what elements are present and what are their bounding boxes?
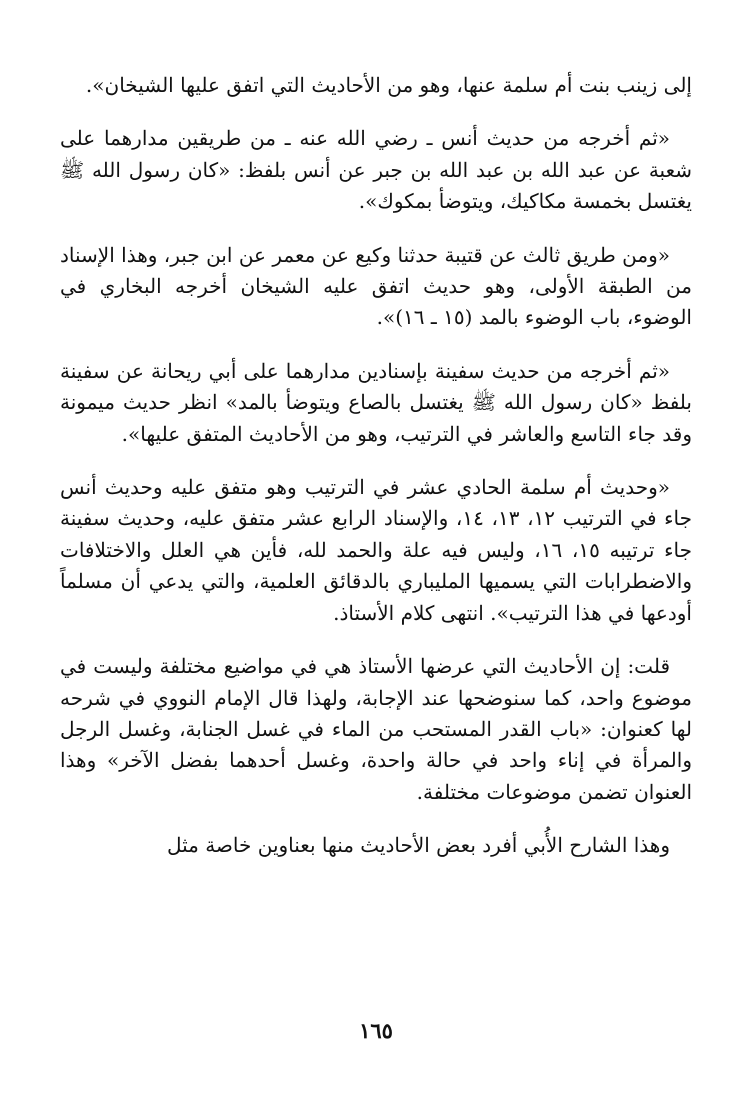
paragraph-7: وهذا الشارح الأُبي أفرد بعض الأحاديث منها بعناوين خاصة مثل [166,833,670,858]
paragraph-6: قلت: إن الأحاديث التي عرضها الأستاذ هي في مواضيع مختلفة وليست في موضوع واحد، كما سنوضحها عند الإجابة، ولهذا قال الإمام النووي في شرحه لها كعنوان: «باب القدر المستحب من الماء في غسل الجنابة، وغسل الرجل والمرأة في إناء واحد في حالة واحدة، وغسل أحدهما بفضل الآخر» وهذا العنوان تضمن موضوعات مختلفة. [60,654,692,804]
paragraph-1: إلى زينب بنت أم سلمة عنها، وهو من الأحاديث التي اتفق عليها الشيخان». [85,73,692,97]
paragraph-4: «ثم أخرجه من حديث سفينة بإسنادين مدارهما على أبي ريحانة عن سفينة بلفظ «كان رسول الله ﷺ يغتسل بالصاع ويتوضأ بالمد» انظر حديث ميمونة وقد جاء التاسع والعاشر في الترتيب، وهو من الأحاديث المتفق عليها». [60,358,692,446]
paragraph-2: «ثم أخرجه من حديث أنس ـ رضي الله عنه ـ من طريقين مدارهما على شعبة عن عبد الله بن عبد الله بن جبر عن أنس بلفظ: «كان رسول الله ﷺ يغتسل بخمسة مكاكيك، ويتوضأ بمكوك». [60,126,692,214]
page-body [60,70,692,1030]
page-number: ١٦٥ [359,1018,393,1043]
paragraph-5: «وحديث أم سلمة الحادي عشر في الترتيب وهو متفق عليه وحديث أنس جاء في الترتيب ١٢، ١٣، ١٤، والإسناد الرابع عشر متفق عليه، وحديث سفينة جاء ترتيبه ١٥، ١٦، وليس فيه علة والحمد لله، فأين هي العلل والاختلافات والاضطرابات التي يسميها المليباري بالدقائق العلمية، والتي يدعي أن مسلماً أودعها في هذا الترتيب». انتهى كلام الأستاذ. [60,475,693,625]
paragraph-3: «ومن طريق ثالث عن قتيبة حدثنا وكيع عن معمر عن ابن جبر، وهذا الإسناد من الطبقة الأولى، وهو حديث اتفق عليه الشيخان أخرجه البخاري في الوضوء، باب الوضوء بالمد (١٥ ـ ١٦)». [60,242,692,330]
